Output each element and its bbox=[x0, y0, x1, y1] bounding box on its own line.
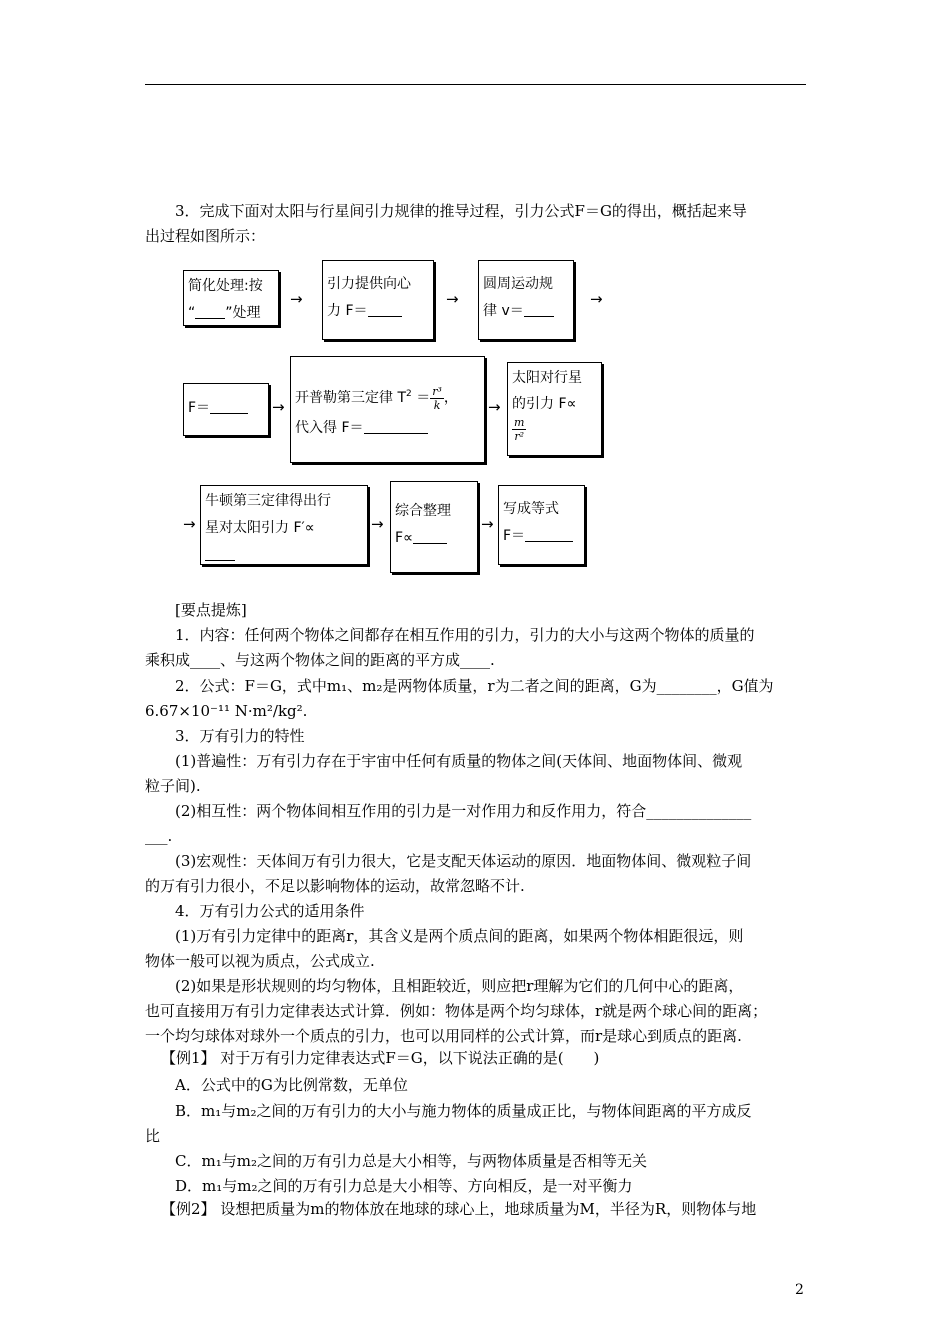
point4-2-line-b: 也可直接用万有引力定律表达式计算．例如：物体是两个均匀球体，r就是两个球心间的距离； bbox=[145, 1002, 768, 1020]
point3-heading: 3．万有引力的特性 bbox=[175, 727, 305, 745]
flow-box-newton-third-l1: 牛顿第三定律得出行 bbox=[205, 493, 331, 509]
points-heading: [要点提炼] bbox=[175, 601, 247, 619]
flow-box-combine-l2: F∝ bbox=[395, 530, 414, 546]
blank bbox=[205, 546, 235, 561]
blank bbox=[210, 399, 248, 414]
flow-box-combine bbox=[390, 481, 478, 573]
flow-box-centripetal bbox=[322, 260, 434, 340]
flow-box-sun-force-l1: 太阳对行星 bbox=[512, 370, 582, 386]
point2-line-a: 2．公式：F＝G，式中m₁、m₂是两物体质量，r为二者之间的距离，G为________，G值为 bbox=[175, 677, 774, 695]
point3-1-line-a: (1)普遍性：万有引力存在于宇宙中任何有质量的物体之间(天体间、地面物体间、微观 bbox=[175, 752, 743, 770]
point1-line-a: 1．内容：任何两个物体之间都存在相互作用的引力，引力的大小与这两个物体的质量的 bbox=[175, 626, 755, 644]
kepler-frac-num: r³ bbox=[432, 384, 442, 398]
flow-box-equation bbox=[498, 485, 585, 565]
flow-box-F bbox=[183, 383, 269, 436]
flow-arrow: → bbox=[272, 398, 285, 416]
blank bbox=[368, 302, 402, 317]
point3-2-line-b: ___. bbox=[145, 827, 173, 845]
flow-box-circular bbox=[478, 260, 574, 340]
point2-line-b: 6.67×10⁻¹¹ N·m²/kg². bbox=[145, 702, 308, 720]
example1-option-b-line-b: 比 bbox=[145, 1127, 161, 1145]
example2-stem: 【例2】 设想把质量为m的物体放在地球的球心上，地球质量为M，半径为R，则物体与地 bbox=[161, 1200, 757, 1218]
flow-box-kepler-l1: 开普勒第三定律 T bbox=[295, 390, 407, 406]
sun-frac-den: r² bbox=[514, 429, 525, 443]
flow-box-sun-force-l2: 的引力 F∝ bbox=[512, 396, 577, 412]
blank bbox=[195, 304, 225, 319]
point4-2-line-c: 一个均匀球体对球外一个质点的引力，也可以用同样的公式计算，而r是球心到质点的距离. bbox=[145, 1027, 742, 1045]
blank bbox=[525, 527, 573, 542]
flow-box-simplify bbox=[183, 270, 279, 326]
flow-box-centripetal-l1: 引力提供向心 bbox=[327, 276, 411, 292]
intro-line-1: 3．完成下面对太阳与行星间引力规律的推导过程，引力公式F＝G的得出，概括起来导 bbox=[175, 202, 747, 220]
flow-arrow: → bbox=[590, 290, 603, 308]
flow-box-centripetal-l2: 力 F＝ bbox=[327, 303, 368, 319]
point3-2-line-a: (2)相互性：两个物体间相互作用的引力是一对作用力和反作用力，符合______________ bbox=[175, 802, 752, 820]
flow-box-equation-l1: 写成等式 bbox=[503, 501, 559, 517]
kepler-frac-den: k bbox=[433, 398, 441, 412]
example1-option-c: C．m₁与m₂之间的万有引力总是大小相等，与两物体质量是否相等无关 bbox=[175, 1152, 647, 1170]
example1-option-b-line-a: B．m₁与m₂之间的万有引力的大小与施力物体的质量成正比，与物体间距离的平方成反 bbox=[175, 1102, 752, 1120]
flow-arrow: → bbox=[183, 515, 196, 533]
flow-arrow: → bbox=[446, 290, 459, 308]
intro-line-2: 出过程如图所示： bbox=[145, 227, 266, 245]
flow-box-circular-l1: 圆周运动规 bbox=[483, 276, 553, 292]
flow-arrow: → bbox=[488, 398, 501, 416]
blank bbox=[364, 419, 428, 434]
flow-arrow: → bbox=[290, 290, 303, 308]
flow-box-newton-third-l2: 星对太阳引力 F′∝ bbox=[205, 520, 315, 536]
example1-stem: 【例1】 对于万有引力定律表达式F＝G，以下说法正确的是( ) bbox=[161, 1049, 600, 1067]
point4-2-line-a: (2)如果是形状规则的均匀物体，且相距较近，则应把r理解为它们的几何中心的距离， bbox=[175, 977, 744, 995]
example1-option-a: A．公式中的G为比例常数，无单位 bbox=[175, 1076, 408, 1094]
flow-box-simplify-l2-post: ”处理 bbox=[225, 305, 261, 321]
flow-box-equation-l2: F＝ bbox=[503, 528, 526, 544]
flow-box-simplify-l1: 简化处理:按 bbox=[188, 278, 263, 294]
point4-heading: 4．万有引力公式的适用条件 bbox=[175, 902, 365, 920]
flow-box-simplify-l2-pre: “ bbox=[188, 305, 196, 321]
sun-frac-num: m bbox=[514, 415, 525, 429]
point4-1-line-b: 物体一般可以视为质点，公式成立. bbox=[145, 952, 375, 970]
point4-1-line-a: (1)万有引力定律中的距离r，其含义是两个质点间的距离，如果两个物体相距很远，则 bbox=[175, 927, 744, 945]
page-number: 2 bbox=[795, 1282, 804, 1298]
point3-1-line-b: 粒子间). bbox=[145, 777, 201, 795]
flow-arrow: → bbox=[371, 515, 384, 533]
flow-arrow: → bbox=[481, 515, 494, 533]
flow-box-newton-third bbox=[200, 485, 368, 565]
flow-box-kepler-l2: 代入得 F＝ bbox=[295, 420, 364, 436]
blank bbox=[524, 302, 554, 317]
flow-box-sun-force bbox=[507, 362, 602, 456]
point3-3-line-a: (3)宏观性：天体间万有引力很大，它是支配天体运动的原因．地面物体间、微观粒子间 bbox=[175, 852, 752, 870]
point1-line-b: 乘积成____、与这两个物体之间的距离的平方成____. bbox=[145, 651, 495, 669]
point3-3-line-b: 的万有引力很小，不足以影响物体的运动，故常忽略不计. bbox=[145, 877, 525, 895]
header-rule bbox=[145, 84, 806, 85]
blank bbox=[413, 529, 447, 544]
example1-option-d: D．m₁与m₂之间的万有引力总是大小相等、方向相反，是一对平衡力 bbox=[175, 1177, 633, 1195]
flow-box-combine-l1: 综合整理 bbox=[395, 503, 451, 519]
flow-box-kepler: 开普勒第三定律 $T^2$ ＝ $\frac{\text{r³}}{k}$ ， 代入得 F＝ bbox=[290, 356, 485, 463]
flow-box-circular-l2: 律 v＝ bbox=[483, 303, 524, 319]
flow-box-F-label: F＝ bbox=[188, 400, 211, 416]
